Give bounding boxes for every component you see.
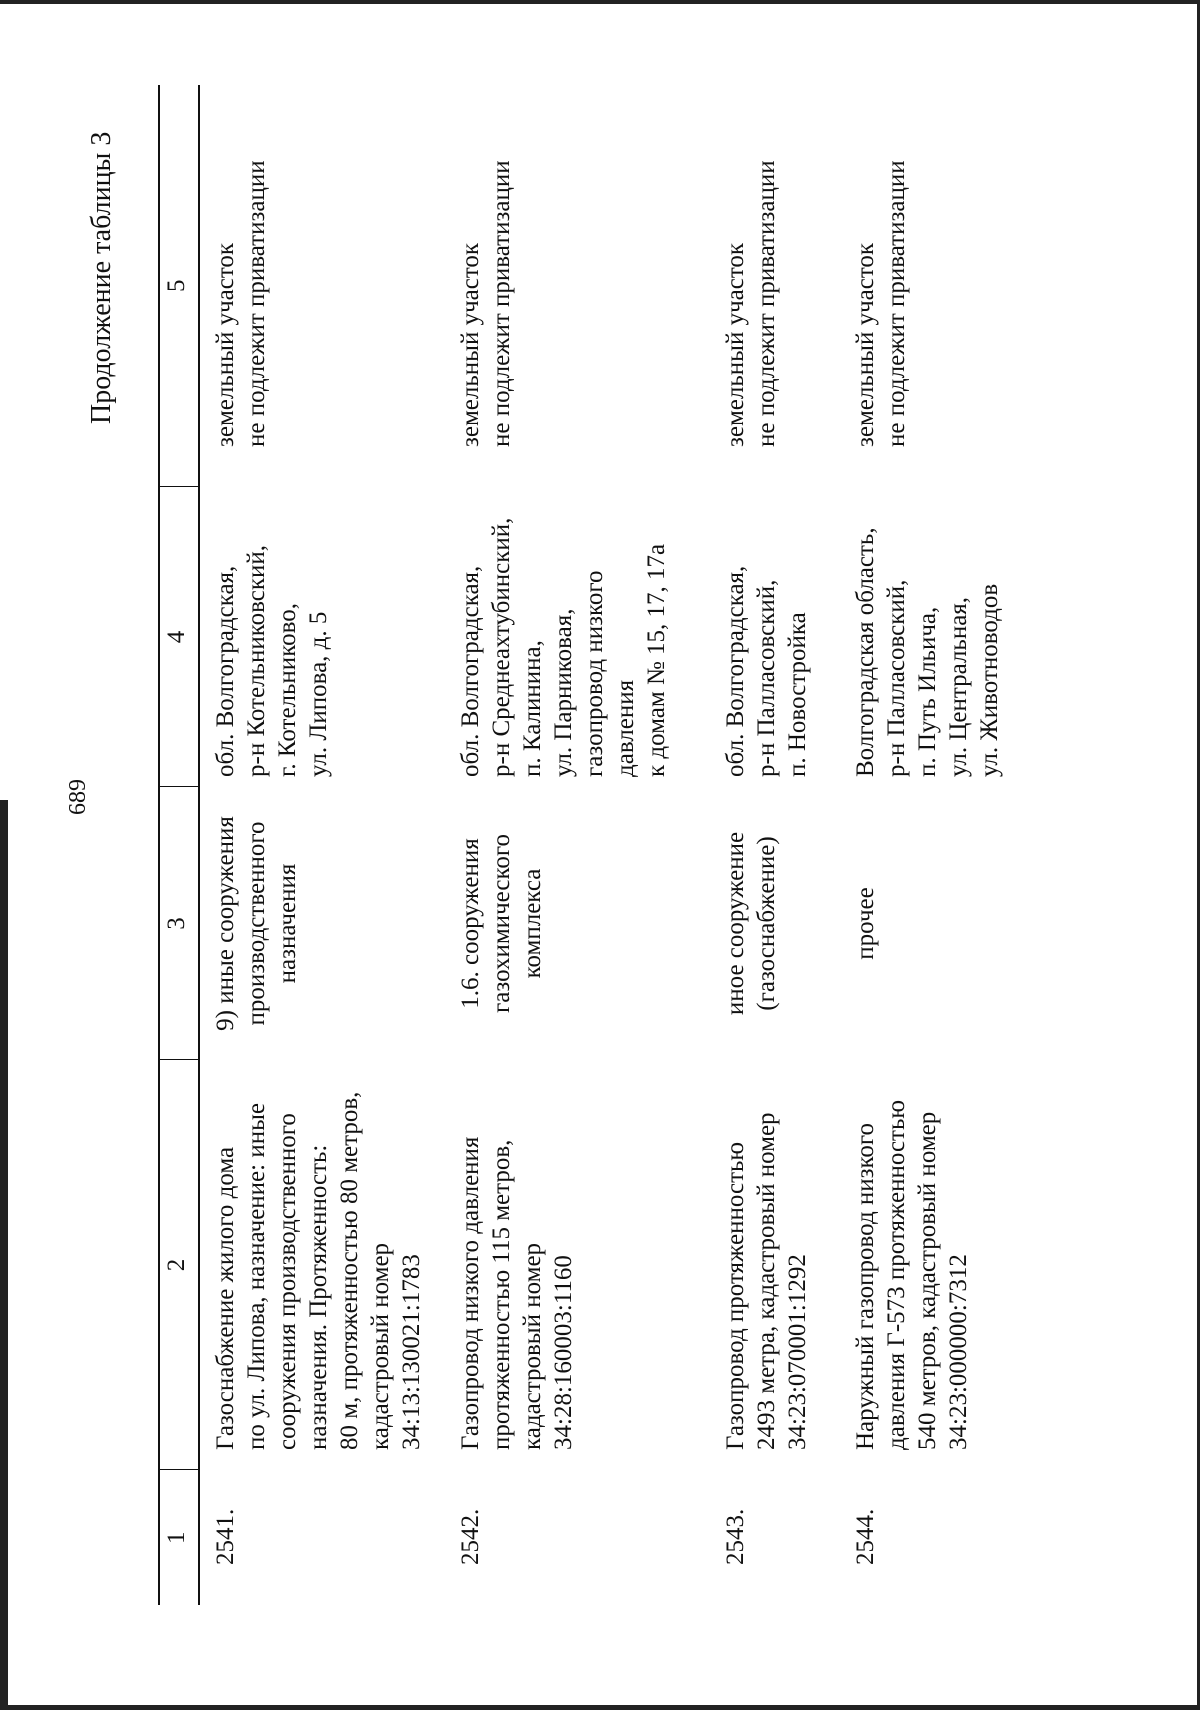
table-continuation-caption: Продолжение таблицы 3 (86, 131, 117, 424)
property-table (158, 85, 1005, 1605)
row-number: 2544. (852, 1508, 879, 1565)
object-name: Газопровод низкого давления протяженностью 115 метров, кадастровый номер 34:28:160003:1160 (457, 1136, 577, 1450)
header-col-5: 5 (159, 85, 199, 487)
row-number: 2542. (457, 1508, 484, 1565)
table-row (199, 85, 445, 1605)
object-type: 9) иные сооружения производственного назначения (212, 816, 301, 1031)
page-number: 689 (65, 779, 91, 815)
object-address: Волгоградская область, р-н Палласовский, п. Путь Ильича, ул. Центральная, ул. Животноводов (852, 527, 1003, 777)
row-number: 2541. (212, 1508, 239, 1565)
object-type: прочее (852, 887, 879, 960)
header-col-4: 4 (159, 487, 199, 787)
object-name: Газоснабжение жилого дома по ул. Липова, назначение: иные сооружения производственного назначения. Протяженность: 80 м, протяженностью 80 метров, кадастровый номер 34:13:130021:1783 (212, 1091, 425, 1450)
object-note: земельный участок не подлежит приватизации (722, 160, 780, 447)
object-address: обл. Волгоградская, р-н Палласовский, п. Новостройка (722, 565, 811, 777)
header-col-3: 3 (159, 787, 199, 1060)
table-row (445, 85, 710, 1605)
table-row (840, 85, 1005, 1605)
object-note: земельный участок не подлежит приватизации (852, 160, 910, 447)
header-col-1: 1 (159, 1470, 199, 1605)
object-name: Газопровод протяженностью 2493 метра, кадастровый номер 34:23:070001:1292 (722, 1112, 811, 1450)
object-type: 1.6. сооружения газохимического комплекса (457, 834, 546, 1013)
object-note: земельный участок не подлежит приватизации (457, 160, 515, 447)
object-address: обл. Волгоградская, р-н Котельниковский, г. Котельниково, ул. Липова, д. 5 (212, 545, 332, 777)
object-note: земельный участок не подлежит приватизации (212, 160, 270, 447)
table-row (710, 85, 840, 1605)
object-name: Наружный газопровод низкого давления Г-573 протяженностью 540 метров, кадастровый номер 34:23:000000:7312 (852, 1099, 972, 1450)
row-number: 2543. (722, 1508, 749, 1565)
table-header-row (159, 85, 199, 1605)
header-col-2: 2 (159, 1060, 199, 1470)
object-address: обл. Волгоградская, р-н Среднеахтубинский, п. Калинина, ул. Парниковая, газопровод низкого давления к домам № 15, 17, 17а (457, 517, 670, 777)
object-type: иное сооружение (газоснабжение) (722, 831, 780, 1016)
